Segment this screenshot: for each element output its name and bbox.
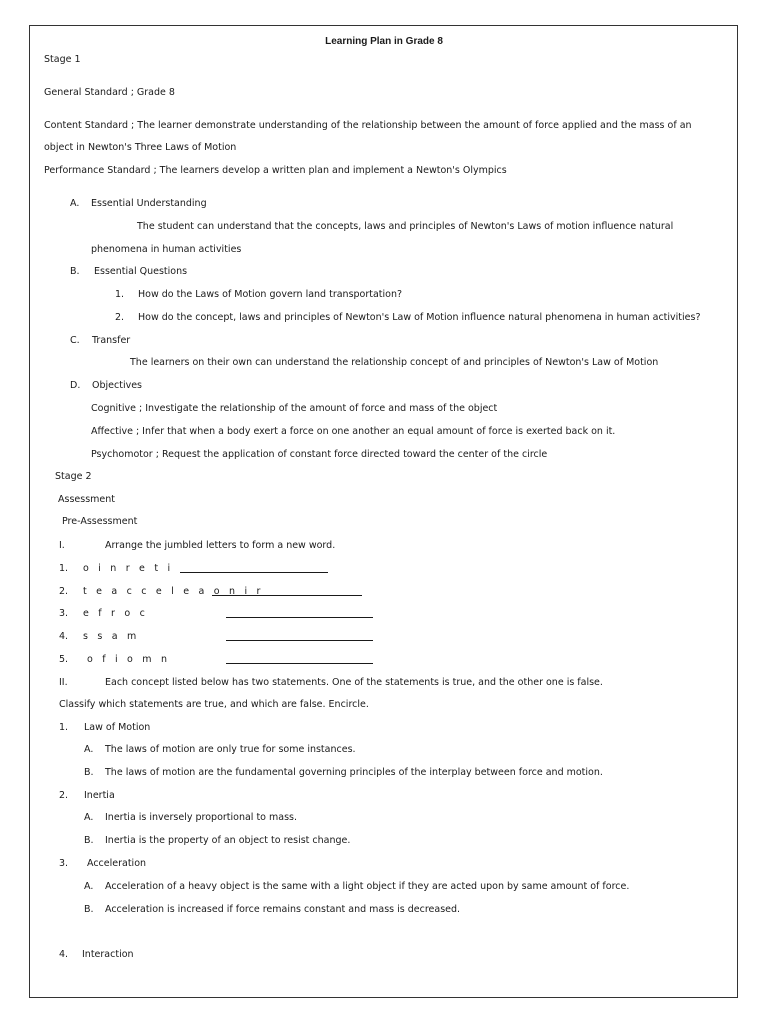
part-1-marker: I. <box>59 540 65 551</box>
concept-1-b-marker[interactable]: B. <box>84 767 94 778</box>
jumble-item-3-letters: e f r o c <box>83 608 149 619</box>
question-1-text: How do the Laws of Motion govern land transportation? <box>138 289 403 300</box>
concept-3-statement-b[interactable]: Acceleration is increased if force remains constant and mass is decreased. <box>105 904 461 915</box>
concept-1-statement-a[interactable]: The laws of motion are only true for some instances. <box>105 744 356 755</box>
objective-cognitive: Cognitive ; Investigate the relationship of the amount of force and mass of the object <box>91 403 498 414</box>
section-d-heading: Objectives <box>92 380 142 391</box>
jumble-item-4-answer-line[interactable] <box>226 640 373 641</box>
concept-3-name: Acceleration <box>87 858 147 869</box>
concept-2-a-marker[interactable]: A. <box>84 812 94 823</box>
concept-1-name: Law of Motion <box>84 722 151 733</box>
concept-2-b-marker[interactable]: B. <box>84 835 94 846</box>
section-d-marker: D. <box>70 380 81 391</box>
concept-4-name: Interaction <box>82 949 134 960</box>
stage-2-label: Stage 2 <box>55 471 92 482</box>
concept-4-number: 4. <box>59 949 69 960</box>
page-title: Learning Plan in Grade 8 <box>325 36 443 47</box>
section-c-marker: C. <box>70 335 80 346</box>
concept-2-number: 2. <box>59 790 69 801</box>
objective-psychomotor: Psychomotor ; Request the application of constant force directed toward the center of the circle <box>91 449 548 460</box>
section-a-marker: A. <box>70 198 80 209</box>
jumble-item-1-letters: o i n r e t i <box>83 563 174 574</box>
assessment-label: Assessment <box>58 494 115 505</box>
jumble-item-3-answer-line[interactable] <box>226 617 373 618</box>
concept-3-b-marker[interactable]: B. <box>84 904 94 915</box>
jumble-item-1-number: 1. <box>59 563 69 574</box>
general-standard: General Standard ; Grade 8 <box>44 87 175 98</box>
concept-3-statement-a[interactable]: Acceleration of a heavy object is the same with a light object if they are acted upon by same amount of force. <box>105 881 630 892</box>
content-standard-line-2: object in Newton's Three Laws of Motion <box>44 142 237 153</box>
jumble-item-4-letters: s s a m <box>83 631 140 642</box>
content-standard-line-1: Content Standard ; The learner demonstrate understanding of the relationship between the amount of force applied and the mass of an <box>44 120 692 131</box>
part-2-instruction-1: Each concept listed below has two statements. One of the statements is true, and the other one is false. <box>105 677 603 688</box>
section-a-heading: Essential Understanding <box>91 198 207 209</box>
concept-3-a-marker[interactable]: A. <box>84 881 94 892</box>
question-2-text: How do the concept, laws and principles of Newton's Law of Motion influence natural phenomena in human activities? <box>138 312 701 323</box>
section-a-text-2: phenomena in human activities <box>91 244 242 255</box>
section-a-text-1: The student can understand that the concepts, laws and principles of Newton's Laws of motion influence natural <box>137 221 674 232</box>
section-c-text: The learners on their own can understand the relationship concept of and principles of Newton's Law of Motion <box>130 357 659 368</box>
jumble-item-1-answer-line[interactable] <box>180 572 328 573</box>
concept-1-statement-b[interactable]: The laws of motion are the fundamental governing principles of the interplay between force and motion. <box>105 767 603 778</box>
concept-1-number: 1. <box>59 722 69 733</box>
concept-2-statement-b[interactable]: Inertia is the property of an object to resist change. <box>105 835 351 846</box>
concept-1-a-marker[interactable]: A. <box>84 744 94 755</box>
stage-1-label: Stage 1 <box>44 54 81 65</box>
jumble-item-5-letters: o f i o m n <box>87 654 171 665</box>
question-1-number: 1. <box>115 289 125 300</box>
jumble-item-5-answer-line[interactable] <box>226 663 373 664</box>
jumble-item-4-number: 4. <box>59 631 69 642</box>
concept-2-statement-a[interactable]: Inertia is inversely proportional to mass. <box>105 812 298 823</box>
concept-2-name: Inertia <box>84 790 115 801</box>
section-b-heading: Essential Questions <box>94 266 188 277</box>
section-b-marker: B. <box>70 266 80 277</box>
section-c-heading: Transfer <box>92 335 131 346</box>
pre-assessment-label: Pre-Assessment <box>62 516 138 527</box>
question-2-number: 2. <box>115 312 125 323</box>
part-1-instruction: Arrange the jumbled letters to form a new word. <box>105 540 336 551</box>
jumble-item-3-number: 3. <box>59 608 69 619</box>
jumble-item-2-answer-line[interactable] <box>212 595 362 596</box>
jumble-item-2-number: 2. <box>59 586 69 597</box>
objective-affective: Affective ; Infer that when a body exert a force on one another an equal amount of force is exerted back on it. <box>91 426 616 437</box>
performance-standard: Performance Standard ; The learners develop a written plan and implement a Newton's Olympics <box>44 165 507 176</box>
part-2-marker: II. <box>59 677 68 688</box>
part-2-instruction-2: Classify which statements are true, and which are false. Encircle. <box>59 699 369 710</box>
jumble-item-2-letters: t e a c c e l e a o n i r <box>83 586 264 597</box>
concept-3-number: 3. <box>59 858 69 869</box>
jumble-item-5-number: 5. <box>59 654 69 665</box>
